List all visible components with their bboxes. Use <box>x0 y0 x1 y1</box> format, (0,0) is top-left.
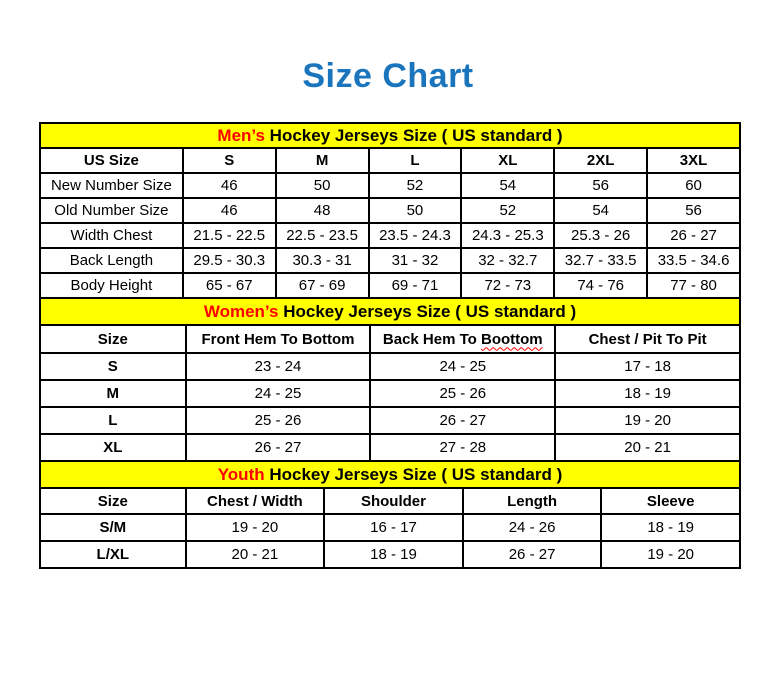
table-row <box>40 380 740 407</box>
men-header-row <box>40 148 740 173</box>
row-label-cell: Back Length <box>40 248 183 273</box>
column-header-cell: Length <box>463 488 602 514</box>
column-header-cell: Size <box>40 488 186 514</box>
size-value-cell: 19 - 20 <box>601 541 740 568</box>
banner-highlight-text: Youth <box>217 464 265 484</box>
misspelled-word-wavy-underline: Boottom <box>481 330 543 348</box>
row-label-cell: Body Height <box>40 273 183 298</box>
size-value-cell: 56 <box>554 173 647 198</box>
size-value-cell: 46 <box>183 198 276 223</box>
banner-rest-text: Hockey Jerseys Size ( US standard ) <box>278 301 577 321</box>
table-row <box>40 248 740 273</box>
size-value-cell: 48 <box>276 198 369 223</box>
size-value-cell: 67 - 69 <box>276 273 369 298</box>
table-row <box>40 434 740 461</box>
row-label-cell: L/XL <box>40 541 186 568</box>
size-value-cell: 24 - 25 <box>186 380 371 407</box>
mens-size-table <box>39 122 741 299</box>
size-chart-tables <box>39 122 741 569</box>
column-header-cell: M <box>276 148 369 173</box>
size-value-cell: 65 - 67 <box>183 273 276 298</box>
row-label-cell: New Number Size <box>40 173 183 198</box>
column-header-cell: Sleeve <box>601 488 740 514</box>
column-header-text: Back Hem To <box>382 330 481 348</box>
column-header-cell: Chest / Pit To Pit <box>555 325 740 353</box>
size-value-cell: 26 - 27 <box>463 541 602 568</box>
table-row <box>40 273 740 298</box>
size-value-cell: 72 - 73 <box>461 273 554 298</box>
table-row <box>40 541 740 568</box>
size-value-cell: 24.3 - 25.3 <box>461 223 554 248</box>
womens-size-table <box>39 297 741 462</box>
row-label-cell: L <box>40 407 186 434</box>
column-header-cell: 2XL <box>554 148 647 173</box>
youth-header-row <box>40 488 740 514</box>
column-header-cell: US Size <box>40 148 183 173</box>
banner-highlight-text: Men’s <box>217 125 265 145</box>
column-header-cell <box>370 325 555 353</box>
size-value-cell: 31 - 32 <box>369 248 462 273</box>
size-value-cell: 52 <box>461 198 554 223</box>
table-row <box>40 514 740 541</box>
banner-rest-text: Hockey Jerseys Size ( US standard ) <box>264 125 563 145</box>
size-value-cell: 25 - 26 <box>370 380 555 407</box>
size-value-cell: 18 - 19 <box>601 514 740 541</box>
column-header-cell: Shoulder <box>324 488 463 514</box>
youth-section-banner <box>40 461 740 488</box>
column-header-cell: S <box>183 148 276 173</box>
row-label-cell: S/M <box>40 514 186 541</box>
page-title: Size Chart <box>302 57 474 95</box>
women-header-row <box>40 325 740 353</box>
men-section-banner <box>40 123 740 148</box>
size-value-cell: 16 - 17 <box>324 514 463 541</box>
row-label-cell: S <box>40 353 186 380</box>
table-row <box>40 407 740 434</box>
column-header-cell: 3XL <box>647 148 740 173</box>
size-value-cell: 74 - 76 <box>554 273 647 298</box>
row-label-cell: M <box>40 380 186 407</box>
size-value-cell: 50 <box>369 198 462 223</box>
size-value-cell: 54 <box>461 173 554 198</box>
size-value-cell: 69 - 71 <box>369 273 462 298</box>
size-value-cell: 21.5 - 22.5 <box>183 223 276 248</box>
size-value-cell: 23.5 - 24.3 <box>369 223 462 248</box>
table-row <box>40 173 740 198</box>
size-value-cell: 22.5 - 23.5 <box>276 223 369 248</box>
column-header-cell: Chest / Width <box>186 488 325 514</box>
size-value-cell: 26 - 27 <box>647 223 740 248</box>
size-value-cell: 24 - 26 <box>463 514 602 541</box>
banner-rest-text: Hockey Jerseys Size ( US standard ) <box>264 464 563 484</box>
size-value-cell: 52 <box>369 173 462 198</box>
size-value-cell: 60 <box>647 173 740 198</box>
size-value-cell: 27 - 28 <box>370 434 555 461</box>
youth-banner-row <box>40 461 740 488</box>
table-row <box>40 353 740 380</box>
size-value-cell: 25 - 26 <box>186 407 371 434</box>
size-value-cell: 50 <box>276 173 369 198</box>
size-value-cell: 24 - 25 <box>370 353 555 380</box>
women-banner-row <box>40 298 740 325</box>
size-value-cell: 19 - 20 <box>555 407 740 434</box>
column-header-cell: Size <box>40 325 186 353</box>
size-value-cell: 20 - 21 <box>555 434 740 461</box>
size-value-cell: 25.3 - 26 <box>554 223 647 248</box>
table-row <box>40 198 740 223</box>
size-value-cell: 33.5 - 34.6 <box>647 248 740 273</box>
size-value-cell: 26 - 27 <box>370 407 555 434</box>
size-value-cell: 56 <box>647 198 740 223</box>
column-header-cell: XL <box>461 148 554 173</box>
size-value-cell: 32 - 32.7 <box>461 248 554 273</box>
size-value-cell: 30.3 - 31 <box>276 248 369 273</box>
table-row <box>40 223 740 248</box>
size-value-cell: 54 <box>554 198 647 223</box>
row-label-cell: Old Number Size <box>40 198 183 223</box>
size-value-cell: 19 - 20 <box>186 514 325 541</box>
column-header-cell: Front Hem To Bottom <box>186 325 371 353</box>
youth-size-table <box>39 460 741 569</box>
size-value-cell: 20 - 21 <box>186 541 325 568</box>
size-value-cell: 18 - 19 <box>555 380 740 407</box>
women-section-banner <box>40 298 740 325</box>
size-value-cell: 77 - 80 <box>647 273 740 298</box>
column-header-cell: L <box>369 148 462 173</box>
size-value-cell: 17 - 18 <box>555 353 740 380</box>
size-value-cell: 32.7 - 33.5 <box>554 248 647 273</box>
size-value-cell: 26 - 27 <box>186 434 371 461</box>
size-value-cell: 29.5 - 30.3 <box>183 248 276 273</box>
men-banner-row <box>40 123 740 148</box>
row-label-cell: Width Chest <box>40 223 183 248</box>
banner-highlight-text: Women’s <box>203 301 279 321</box>
size-value-cell: 46 <box>183 173 276 198</box>
size-value-cell: 23 - 24 <box>186 353 371 380</box>
row-label-cell: XL <box>40 434 186 461</box>
size-value-cell: 18 - 19 <box>324 541 463 568</box>
